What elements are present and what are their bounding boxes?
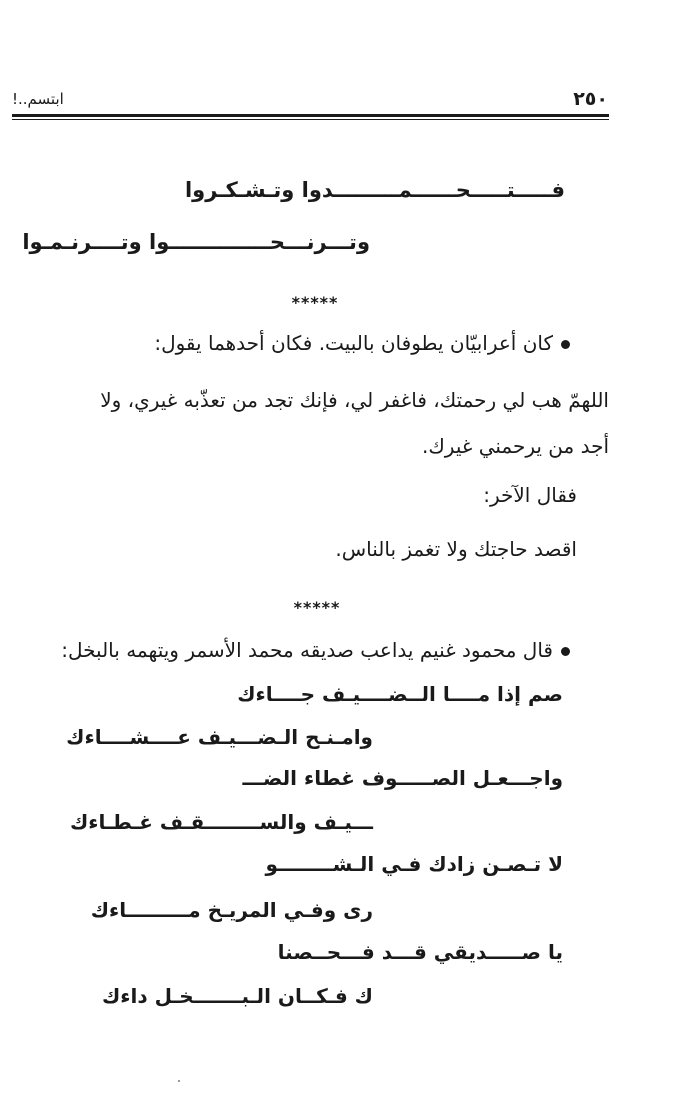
poem1-line2: وتـــرنـــحــــــــــــــوا وتــــرنـمـوا bbox=[22, 230, 370, 254]
header-rule-thin bbox=[12, 119, 609, 120]
story1-intro: كان أعرابيّان يطوفان بالبيت. فكان أحدهما يقول: bbox=[154, 331, 553, 355]
story1-reply: اقصد حاجتك ولا تغمز بالناس. bbox=[335, 537, 577, 561]
verse-line: لا تـصـن زادك فـي الـشــــــــو bbox=[265, 852, 563, 876]
verse-line: صم إذا مــــا الــضــــيـف جــــاءك bbox=[237, 682, 563, 706]
section-separator-2: ***** bbox=[293, 598, 341, 617]
verse-line: يا صـــــديقي قـــد فـــحــصنا bbox=[277, 940, 563, 964]
page-number: ٢٥٠ bbox=[573, 88, 608, 110]
section-separator: ***** bbox=[291, 293, 339, 312]
running-title: ابتسم..! bbox=[12, 90, 64, 108]
poem1-line1: فـــــتـــــحــــــمـــــــــدوا وتـشـكـروا bbox=[184, 178, 565, 202]
page-header bbox=[12, 88, 608, 112]
story2-intro-line bbox=[61, 640, 570, 660]
bullet-icon-2 bbox=[561, 647, 570, 656]
verse-line: رى وفـي المريـخ مـــــــــاءك bbox=[90, 898, 373, 922]
story1-prayer-line1: اللهمّ هب لي رحمتك، فاغفر لي، فإنك تجد من تعذّبه غيري، ولا bbox=[100, 388, 609, 412]
header-rule bbox=[12, 114, 609, 117]
bullet-icon bbox=[561, 340, 570, 349]
story1-prayer-line2: أجد من يرحمني غيرك. bbox=[421, 434, 609, 458]
verse-line: وامـنـح الـضـــيـف عــــشــــاءك bbox=[66, 725, 373, 749]
story1-intro-line bbox=[154, 333, 570, 353]
verse-line: واجـــعـل الصـــــوف غطاء الضـــ bbox=[242, 766, 563, 790]
scan-speck bbox=[178, 1080, 180, 1082]
story1-other-said: فقال الآخر: bbox=[483, 483, 577, 507]
verse-line: ـــيـف والســــــــقـف غـطـاءك bbox=[69, 810, 373, 834]
verse-line: ك فـكــان الـبـــــــخـل داءك bbox=[101, 984, 373, 1008]
story2-intro: قال محمود غنيم يداعب صديقه محمد الأسمر ويتهمه بالبخل: bbox=[61, 638, 553, 662]
